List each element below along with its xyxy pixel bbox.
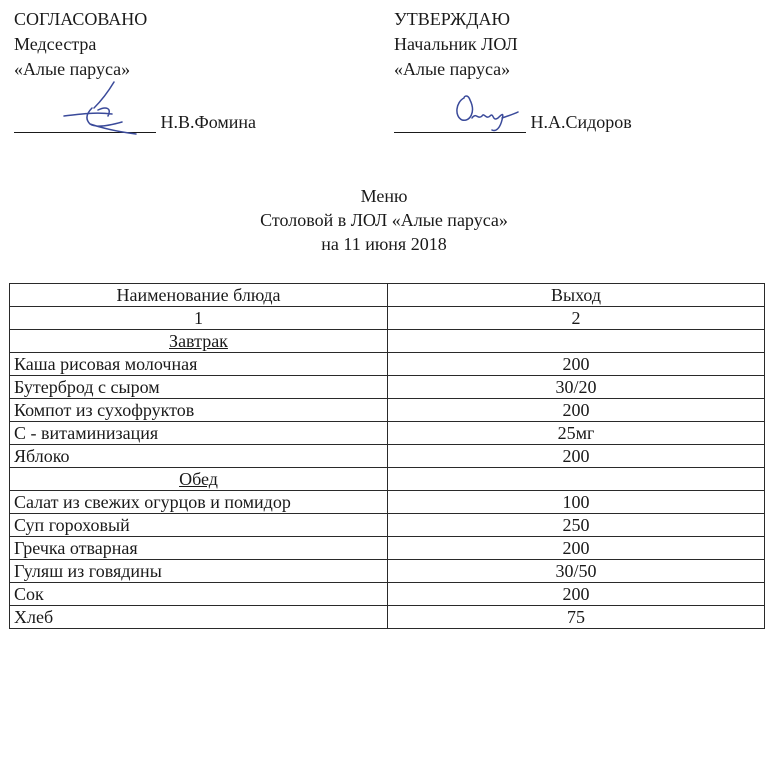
approval-right-org: «Алые паруса» [394, 59, 511, 79]
approval-left-heading: СОГЛАСОВАНО [14, 9, 148, 29]
table-row [10, 537, 765, 560]
section-heading-cell [10, 330, 388, 353]
output-cell: 250 [388, 514, 765, 537]
approval-right-heading: УТВЕРЖДАЮ [394, 9, 511, 29]
table-row [10, 376, 765, 399]
section-heading-cell [10, 468, 388, 491]
menu-title-line2: Столовой в ЛОЛ «Алые паруса» [260, 210, 508, 230]
table-header-row [10, 284, 765, 307]
dish-name-cell: Гречка отварная [10, 537, 388, 560]
table-row [10, 353, 765, 376]
section-empty-cell [388, 330, 765, 353]
approval-left-block [14, 7, 147, 82]
approval-right-block [394, 7, 518, 82]
dish-name-cell: Гуляш из говядины [10, 560, 388, 583]
header-output: Выход [388, 284, 765, 307]
output-cell: 200 [388, 537, 765, 560]
menu-table [9, 283, 765, 629]
output-cell: 200 [388, 445, 765, 468]
output-cell: 100 [388, 491, 765, 514]
approval-left-position: Медсестра [14, 34, 97, 54]
table-row [10, 445, 765, 468]
dish-name-cell: Суп гороховый [10, 514, 388, 537]
table-row [10, 583, 765, 606]
section-empty-cell [388, 468, 765, 491]
dish-name-cell: Сок [10, 583, 388, 606]
dish-name-cell: Хлеб [10, 606, 388, 629]
section-heading: Обед [179, 468, 218, 489]
output-cell: 30/50 [388, 560, 765, 583]
output-cell: 200 [388, 399, 765, 422]
approval-right-signer: Н.А.Сидоров [530, 112, 632, 132]
approval-left-org: «Алые паруса» [14, 59, 131, 79]
dish-name-cell: С - витаминизация [10, 422, 388, 445]
table-row [10, 399, 765, 422]
output-cell: 25мг [388, 422, 765, 445]
column-number-1: 1 [10, 307, 388, 330]
dish-name-cell: Бутерброд с сыром [10, 376, 388, 399]
menu-title-line3: на 11 июня 2018 [321, 234, 447, 254]
signature-sidorov [452, 90, 522, 140]
dish-name-cell: Каша рисовая молочная [10, 353, 388, 376]
output-cell: 200 [388, 353, 765, 376]
table-row [10, 491, 765, 514]
table-row [10, 606, 765, 629]
menu-table-body [10, 284, 765, 629]
dish-name-cell: Салат из свежих огурцов и помидор [10, 491, 388, 514]
menu-title [0, 184, 768, 256]
section-row [10, 468, 765, 491]
section-heading: Завтрак [169, 330, 228, 351]
menu-title-line1: Меню [360, 186, 408, 206]
signature-fomina [62, 78, 142, 138]
approval-right-position: Начальник ЛОЛ [394, 34, 518, 54]
output-cell: 200 [388, 583, 765, 606]
section-row [10, 330, 765, 353]
column-number-2: 2 [388, 307, 765, 330]
table-row [10, 560, 765, 583]
table-column-numbers-row [10, 307, 765, 330]
table-row [10, 514, 765, 537]
output-cell: 75 [388, 606, 765, 629]
approval-left-signer: Н.В.Фомина [160, 112, 257, 132]
header-dish-name: Наименование блюда [10, 284, 388, 307]
dish-name-cell: Яблоко [10, 445, 388, 468]
dish-name-cell: Компот из сухофруктов [10, 399, 388, 422]
output-cell: 30/20 [388, 376, 765, 399]
table-row [10, 422, 765, 445]
